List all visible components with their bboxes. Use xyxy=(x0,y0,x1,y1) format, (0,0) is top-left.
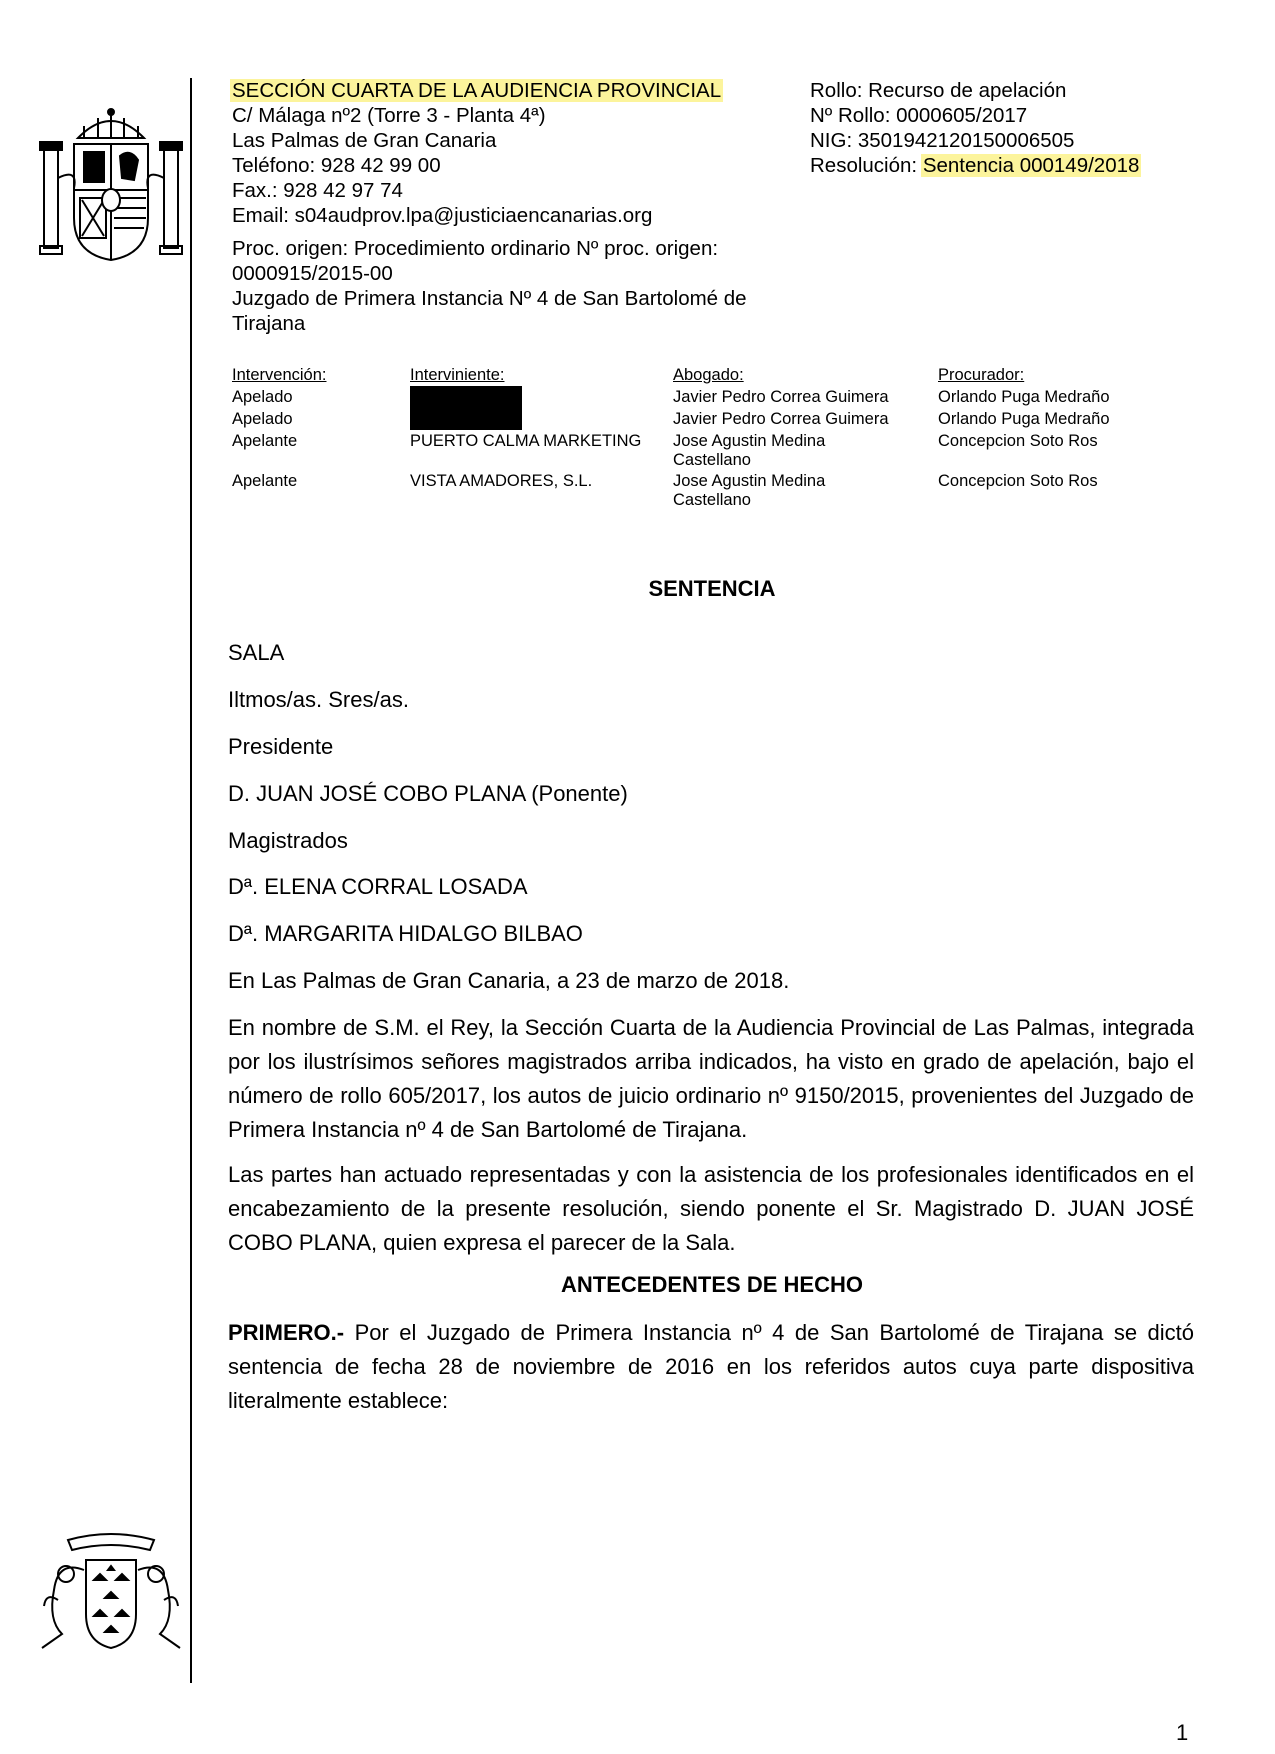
court-address: C/ Málaga nº2 (Torre 3 - Planta 4ª) xyxy=(232,104,546,127)
party-role: Apelante xyxy=(232,432,298,450)
party-solicitor: Orlando Puga Medraño xyxy=(938,388,1110,406)
court-name: SECCIÓN CUARTA DE LA AUDIENCIA PROVINCIAL xyxy=(232,79,722,102)
table-row xyxy=(232,472,1162,512)
date-line: En Las Palmas de Gran Canaria, a 23 de marzo de 2018. xyxy=(228,968,790,993)
redaction-box xyxy=(410,408,522,430)
court-email: Email: s04audprov.lpa@justiciaencanarias.org xyxy=(232,204,653,227)
header-procurador: Procurador: xyxy=(938,366,1025,384)
spain-coat-of-arms-icon xyxy=(38,108,184,268)
document-title: SENTENCIA xyxy=(648,576,776,601)
party-lawyer: Jose Agustin Medina Castellano xyxy=(673,472,826,509)
case-info xyxy=(810,78,1141,178)
party-lawyer: Javier Pedro Correa Guimera xyxy=(673,410,889,428)
magistrado-2: Dª. MARGARITA HIDALGO BILBAO xyxy=(228,921,583,946)
party-role: Apelado xyxy=(232,388,293,406)
procedure-origin xyxy=(232,236,792,336)
section-title: ANTECEDENTES DE HECHO xyxy=(561,1272,863,1297)
parties-table xyxy=(232,366,1162,512)
table-row xyxy=(232,388,1162,410)
magistrado-1: Dª. ELENA CORRAL LOSADA xyxy=(228,874,528,899)
page-number: 1 xyxy=(1176,1720,1189,1745)
proc-origin: Proc. origen: Procedimiento ordinario Nº proc. origen: 0000915/2015-00 xyxy=(232,237,719,285)
parties-header-row xyxy=(232,366,1162,388)
magistrados-label: Magistrados xyxy=(228,828,348,853)
primero-text: Por el Juzgado de Primera Instancia nº 4 de San Bartolomé de Tirajana se dictó sentencia de fecha 28 de noviembre de 2016 en los referidos autos cuya parte dispositiva literalmente establece: xyxy=(228,1320,1194,1413)
party-solicitor: Orlando Puga Medraño xyxy=(938,410,1110,428)
party-lawyer: Jose Agustin Medina Castellano xyxy=(673,432,826,469)
court-origin: Juzgado de Primera Instancia Nº 4 de San Bartolomé de Tirajana xyxy=(232,287,747,335)
party-solicitor: Concepcion Soto Ros xyxy=(938,472,1098,490)
court-fax: Fax.: 928 42 97 74 xyxy=(232,179,403,202)
table-row xyxy=(232,410,1162,432)
court-phone: Teléfono: 928 42 99 00 xyxy=(232,154,441,177)
party-solicitor: Concepcion Soto Ros xyxy=(938,432,1098,450)
party-lawyer: Javier Pedro Correa Guimera xyxy=(673,388,889,406)
party-name: VISTA AMADORES, S.L. xyxy=(410,472,593,490)
paragraph-1: En nombre de S.M. el Rey, la Sección Cuarta de la Audiencia Provincial de Las Palmas, integrada por los ilustrísimos señores magistrados arriba indicados, ha visto en grado de apelación, bajo el número de rollo 605/2017, los autos de juicio ordinario nº 9150/2015, provenientes del Juzgado de Primera Instancia nº 4 de San Bartolomé de Tirajana. xyxy=(228,1015,1194,1142)
redaction-box xyxy=(410,386,522,408)
canarias-coat-of-arms-icon xyxy=(38,1530,184,1660)
paragraph-primero xyxy=(228,1316,1194,1418)
margin-rule xyxy=(190,78,192,1683)
resolution-value: Sentencia 000149/2018 xyxy=(922,154,1140,177)
rollo-number: Nº Rollo: 0000605/2017 xyxy=(810,104,1028,127)
header-intervencion: Intervención: xyxy=(232,366,327,384)
presidente-name: D. JUAN JOSÉ COBO PLANA (Ponente) xyxy=(228,781,628,806)
presidente-label: Presidente xyxy=(228,734,334,759)
party-role: Apelante xyxy=(232,472,298,490)
header-interviniente: Interviniente: xyxy=(410,366,505,384)
primero-label: PRIMERO.- xyxy=(228,1320,345,1345)
court-header xyxy=(232,78,723,228)
header-abogado: Abogado: xyxy=(673,366,744,384)
table-row xyxy=(232,432,1162,472)
court-city: Las Palmas de Gran Canaria xyxy=(232,129,497,152)
nig-number: NIG: 3501942120150006505 xyxy=(810,129,1075,152)
party-role: Apelado xyxy=(232,410,293,428)
ilmos-label: Iltmos/as. Sres/as. xyxy=(228,687,409,712)
sala-label: SALA xyxy=(228,640,285,665)
rollo-type: Rollo: Recurso de apelación xyxy=(810,79,1067,102)
paragraph-2: Las partes han actuado representadas y con la asistencia de los profesionales identificados en el encabezamiento de la presente resolución, siendo ponente el Sr. Magistrado D. JUAN JOSÉ COBO PLANA, quien expresa el parecer de la Sala. xyxy=(228,1162,1194,1255)
party-name: PUERTO CALMA MARKETING xyxy=(410,432,642,450)
resolution-label: Resolución: xyxy=(810,154,918,177)
